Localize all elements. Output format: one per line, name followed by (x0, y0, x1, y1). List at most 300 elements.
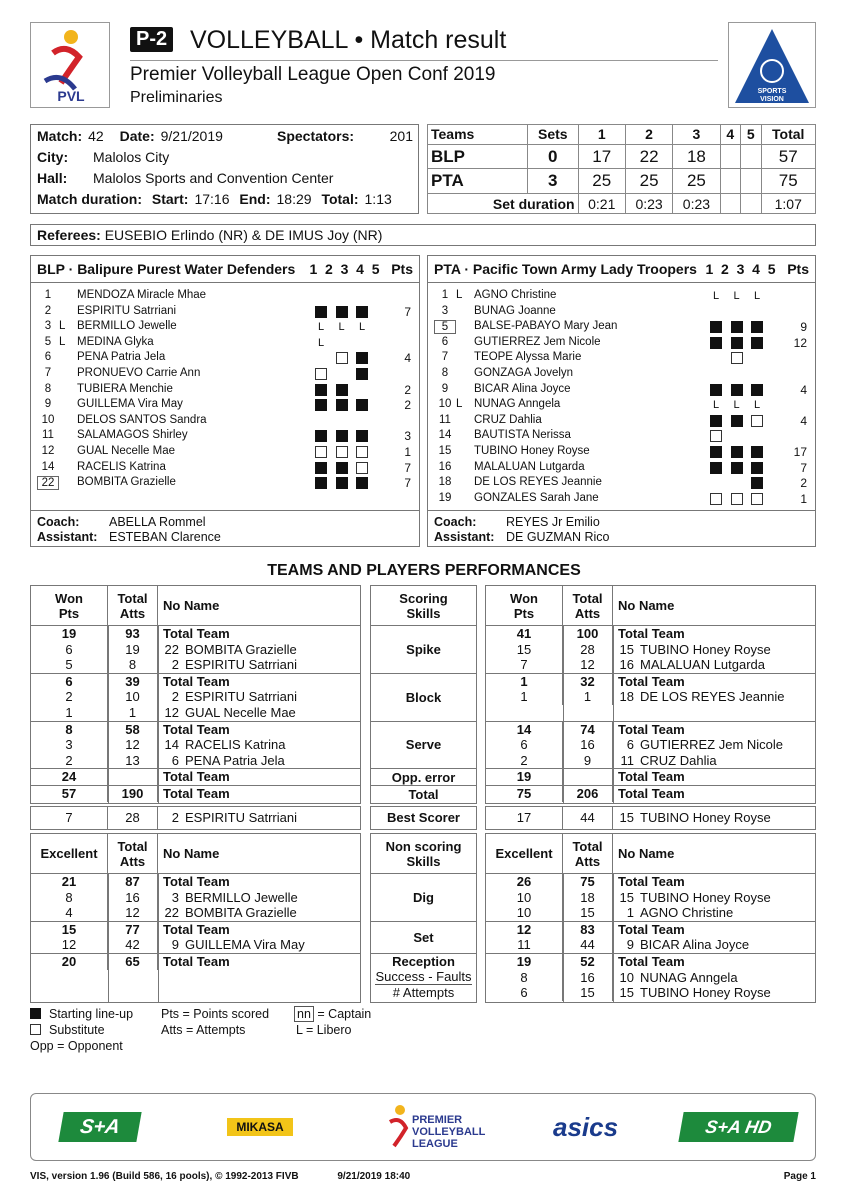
stat-row (486, 954, 815, 970)
player-row (428, 461, 815, 477)
skill-label-group (371, 674, 476, 722)
stat-value: 19 (486, 954, 563, 970)
player-number: 1 (441, 289, 449, 301)
stat-attempts: 42 (108, 937, 158, 953)
svg-text:PVL: PVL (57, 88, 85, 104)
starting-square-icon (751, 321, 763, 333)
stat-value: 2 (31, 689, 108, 705)
player-number: 6 (171, 752, 179, 768)
asics-logo: asics (553, 1112, 619, 1142)
starting-square-icon (315, 462, 327, 474)
stat-attempts: 1 (108, 705, 158, 721)
player-cell (158, 807, 360, 829)
skills-column (370, 833, 477, 1003)
stat-attempts: 8 (108, 657, 158, 673)
svg-text:VISION: VISION (760, 96, 784, 103)
player-cell (158, 737, 360, 753)
stat-row (486, 769, 815, 785)
starting-square-icon (731, 462, 743, 474)
player-row (428, 429, 815, 445)
player-number: 14 (41, 460, 55, 473)
player-name: NUNAG Anngela (640, 969, 738, 985)
col-teams: Teams (428, 125, 528, 145)
match-info (30, 124, 419, 214)
player-number: 3 (441, 304, 449, 317)
column-header: Total Atts (108, 586, 158, 625)
starting-square-icon (751, 337, 763, 349)
skill-group-dig (31, 874, 360, 922)
stat-row (486, 874, 815, 890)
starting-square-icon (336, 462, 348, 474)
player-cell (158, 890, 360, 906)
legend-starting: Starting line-up (49, 1007, 134, 1021)
start-label: Start: (151, 191, 189, 207)
pvl-sponsor-logo: PREMIER VOLLEYBALL LEAGUE (386, 1102, 496, 1156)
stat-attempts: 44 (563, 937, 613, 953)
libero-set-marker: L (317, 336, 325, 349)
player-cell (613, 769, 815, 785)
player-row (31, 476, 419, 492)
roster-header (31, 256, 419, 283)
player-points: 2 (404, 382, 411, 397)
player-name: TUBINO Honey Royse (640, 889, 771, 905)
skill-group-block (486, 674, 815, 722)
skill-group-spike (486, 626, 815, 674)
substitute-square-icon (751, 415, 763, 427)
column-header: Total Atts (563, 834, 613, 873)
skill-label-group (371, 786, 476, 803)
skill-group-total (486, 786, 815, 803)
starting-square-icon (336, 306, 348, 318)
player-name: GUAL Necelle Mae (185, 704, 296, 720)
player-cell (613, 937, 815, 953)
player-name: Total Team (163, 874, 230, 889)
player-name: NUNAG Anngela (474, 398, 561, 411)
stat-row (31, 922, 360, 938)
total-label: Total: (321, 191, 359, 207)
player-points: 7 (404, 304, 411, 319)
player-number: 7 (441, 351, 449, 364)
player-cell (158, 689, 360, 705)
player-name: BOMBITA Grazielle (185, 905, 297, 921)
stat-value: 19 (31, 626, 108, 642)
player-name: MALALUAN Lutgarda (640, 657, 766, 673)
player-name: SALAMAGOS Shirley (77, 429, 188, 442)
stat-attempts: 10 (108, 689, 158, 705)
player-row (31, 367, 419, 383)
skill-label-group (371, 626, 476, 674)
stat-attempts: 16 (563, 970, 613, 986)
player-points: 7 (404, 460, 411, 475)
stat-row (31, 954, 360, 970)
player-cell (158, 937, 360, 953)
stat-attempts: 12 (563, 657, 613, 673)
report-code: P-2 (130, 27, 173, 52)
substitute-square-icon (731, 352, 743, 364)
player-name: Total Team (618, 953, 685, 969)
stat-row (31, 657, 360, 673)
assistant-name: ESTEBAN Clarence (109, 530, 221, 544)
stat-row (486, 689, 815, 705)
player-cell (613, 890, 815, 906)
skill-label-group (371, 874, 476, 922)
stats-header (486, 586, 815, 626)
player-number: 11 (620, 752, 634, 768)
coach-label: Coach: (37, 515, 80, 529)
substitute-square-icon (336, 446, 348, 458)
stat-attempts: 58 (108, 722, 158, 738)
player-number: 3 (44, 320, 52, 333)
player-number: 15 (438, 445, 452, 457)
player-name: TUBINO Honey Royse (474, 445, 590, 457)
player-name: DELOS SANTOS Sandra (77, 413, 207, 426)
player-name: Total Team (163, 921, 230, 937)
libero-marker: L (456, 289, 463, 301)
stat-value: 57 (31, 786, 108, 802)
starting-square-icon (315, 384, 327, 396)
captain-number: 22 (37, 476, 59, 490)
phase: Preliminaries (130, 89, 223, 106)
spectators-count: 201 (389, 128, 413, 144)
stat-attempts: 206 (563, 786, 613, 802)
player-cell (158, 922, 360, 938)
print-timestamp: 9/21/2019 18:40 (337, 1171, 411, 1182)
stats-header (31, 586, 360, 626)
player-number: 11 (439, 413, 451, 426)
skill-group-serve (486, 722, 815, 770)
stat-value: 17 (486, 807, 563, 829)
column-header: Excellent (486, 834, 563, 873)
player-name: ESPIRITU Satrriani (185, 657, 297, 673)
libero-set-marker: L (338, 321, 345, 334)
skill-group-opp-error (486, 769, 815, 786)
stat-value: 6 (486, 985, 563, 1001)
end-label: End: (239, 191, 271, 207)
stat-row (486, 657, 815, 673)
player-points: 1 (404, 445, 411, 459)
player-name: CRUZ Dahlia (640, 752, 717, 768)
starting-square-icon (336, 399, 348, 411)
player-cell (158, 674, 360, 690)
city-label: City: (37, 149, 69, 165)
stat-attempts: 32 (563, 674, 613, 690)
player-name: TEOPE Alyssa Marie (474, 351, 582, 364)
player-number: 10 (438, 398, 452, 411)
player-name: BOMBITA Grazielle (185, 641, 297, 657)
starting-square-icon (356, 368, 368, 380)
coach-name: REYES Jr Emilio (506, 515, 600, 529)
player-row (31, 351, 419, 367)
player-name: MEDINA Glyka (77, 335, 154, 348)
libero-set-marker: L (712, 399, 720, 412)
player-name: Total Team (163, 721, 230, 737)
player-number: 3 (171, 889, 179, 905)
skill-name: Opp. error (391, 769, 456, 785)
column-header: Excellent (31, 834, 108, 873)
player-number: 15 (619, 889, 634, 905)
start-time: 17:16 (194, 191, 230, 207)
legend-libero: L = Libero (296, 1023, 352, 1037)
libero-marker: L (456, 398, 463, 411)
starting-square-icon (731, 337, 743, 349)
stat-attempts: 77 (108, 922, 158, 938)
player-number: 9 (626, 937, 634, 953)
player-row (428, 398, 815, 414)
end-time: 18:29 (276, 191, 312, 207)
stat-attempts: 190 (108, 786, 158, 802)
stat-attempts: 28 (563, 642, 613, 658)
coach-name: ABELLA Rommel (109, 515, 206, 529)
player-name: Total Team (163, 626, 230, 641)
player-row (428, 414, 815, 430)
stat-value: 4 (31, 905, 108, 921)
player-cell (158, 786, 360, 802)
svg-text:SPORTS: SPORTS (757, 88, 787, 95)
player-number: 16 (619, 657, 634, 673)
starting-square-icon (356, 430, 368, 442)
stat-row (31, 689, 360, 705)
stat-attempts: 16 (563, 737, 613, 753)
set-score: 22 (625, 144, 672, 169)
player-name: TUBINO Honey Royse (640, 641, 771, 657)
legend-attempts: Atts = Attempts (161, 1023, 246, 1037)
captain-symbol: nn (294, 1006, 314, 1022)
player-cell (613, 689, 815, 705)
player-points: 9 (800, 320, 807, 335)
skill-group-reception (31, 954, 360, 1002)
set-score: 25 (673, 169, 720, 194)
stat-row (31, 937, 360, 953)
stats-header (31, 834, 360, 874)
skills-header (371, 586, 476, 626)
coach-section (31, 510, 419, 546)
player-name: Total Team (163, 785, 230, 801)
skill-group-opp-error (31, 769, 360, 786)
skills-header (371, 834, 476, 874)
substitute-square-icon (356, 462, 368, 474)
sets-header: 1 2 3 4 5 Pts (309, 261, 413, 277)
starting-square-icon (751, 384, 763, 396)
player-name: BALSE-PABAYO Mary Jean (474, 320, 618, 333)
stat-attempts: 9 (563, 753, 613, 769)
player-name: GONZALES Sarah Jane (474, 491, 599, 504)
referees-label: Referees: (37, 227, 101, 243)
player-row (428, 445, 815, 461)
player-row (31, 305, 419, 321)
sets-won: 3 (528, 169, 579, 194)
stat-value: 21 (31, 874, 108, 890)
stat-value: 75 (486, 786, 563, 802)
stat-attempts: 39 (108, 674, 158, 690)
column-header: Total Atts (108, 834, 158, 873)
stat-row (31, 786, 360, 802)
player-cell (158, 954, 360, 970)
player-points: 7 (800, 460, 807, 475)
best-scorer-left (30, 806, 361, 830)
player-cell (613, 970, 815, 986)
player-number: 15 (619, 810, 634, 825)
match-label: Match: (37, 128, 83, 144)
assistant-label: Assistant: (434, 530, 495, 544)
player-number: 11 (42, 429, 54, 442)
skills-column (370, 585, 477, 804)
stat-attempts: 12 (108, 905, 158, 921)
divider (130, 60, 718, 61)
coach-line (434, 515, 809, 530)
stat-row (31, 626, 360, 642)
coach-line (37, 515, 413, 530)
player-name: Total Team (618, 673, 685, 689)
stat-attempts: 1 (563, 689, 613, 705)
set-duration: 0:21 (578, 194, 625, 214)
player-name: GUAL Necelle Mae (77, 445, 176, 457)
player-number: 15 (619, 641, 634, 657)
player-name: BICAR Alina Joyce (640, 937, 750, 953)
player-number: 12 (41, 445, 55, 457)
player-row (31, 414, 419, 430)
stat-value: 20 (31, 954, 108, 970)
legend-points: Pts = Points scored (161, 1007, 270, 1021)
stat-value: 6 (486, 737, 563, 753)
skills-header-label: Scoring Skills (399, 590, 448, 621)
substitute-square-icon (315, 446, 327, 458)
player-number: 8 (44, 382, 52, 395)
player-name: GUTIERREZ Jem Nicole (640, 737, 784, 753)
sa-hd-logo: S+A HD (678, 1112, 798, 1142)
stats-table-right (485, 585, 816, 804)
player-cell (613, 722, 815, 738)
starting-square-icon (356, 477, 368, 489)
player-number: 18 (438, 476, 452, 489)
player-points: 2 (800, 476, 807, 491)
player-name: MALALUAN Lutgarda (474, 460, 585, 473)
player-name: Total Team (618, 785, 685, 801)
libero-set-marker: L (733, 399, 740, 412)
set-score (720, 144, 740, 169)
stat-row (31, 807, 360, 829)
score-table (427, 124, 816, 214)
starting-square-icon (731, 446, 743, 458)
stat-value: 15 (486, 642, 563, 658)
duration-label: Match duration: (37, 191, 142, 207)
assistant-label: Assistant: (37, 530, 98, 544)
set-score (720, 169, 740, 194)
player-row (428, 367, 815, 383)
stat-attempts: 28 (108, 807, 158, 829)
stat-value: 19 (486, 769, 563, 785)
set-duration (741, 194, 761, 214)
player-number: 6 (441, 335, 449, 348)
player-name: TUBINO Honey Royse (640, 985, 771, 1001)
set-score: 17 (578, 144, 625, 169)
stat-value: 1 (486, 674, 563, 690)
player-row (31, 336, 419, 352)
skill-name: Total (408, 786, 439, 802)
starting-square-icon (356, 352, 368, 364)
skill-name: Dig (413, 889, 434, 905)
player-row (428, 492, 815, 508)
player-name: GUTIERREZ Jem Nicole (474, 335, 601, 348)
stat-value: 1 (31, 705, 108, 721)
starting-square-icon (710, 384, 722, 396)
player-number: 14 (164, 737, 179, 753)
substitute-square-icon (315, 368, 327, 380)
player-name: AGNO Christine (474, 289, 557, 301)
libero-set-marker: L (753, 290, 761, 302)
player-name: DE LOS REYES Jeannie (640, 689, 785, 705)
referees-names: EUSEBIO Erlindo (NR) & DE IMUS Joy (NR) (104, 227, 383, 243)
player-points: 4 (404, 351, 411, 366)
starting-square-icon (356, 306, 368, 318)
player-name: PENA Patria Jela (77, 351, 166, 364)
player-number: 7 (44, 367, 52, 379)
stat-value: 8 (31, 722, 108, 738)
player-name: BERMILLO Jewelle (77, 320, 177, 333)
stat-row (31, 737, 360, 753)
player-points: 1 (800, 491, 807, 506)
skill-group-spike (31, 626, 360, 674)
stat-row (31, 722, 360, 738)
libero-marker: L (59, 335, 66, 348)
starting-square-icon (315, 477, 327, 489)
set-score: 25 (625, 169, 672, 194)
stat-attempts: 75 (563, 874, 613, 890)
player-row (31, 398, 419, 414)
player-number: 14 (438, 429, 452, 442)
stats-table-right (485, 833, 816, 1003)
skill-name: Block (405, 689, 442, 705)
player-number: 9 (44, 398, 52, 411)
best-scorer-label: Best Scorer (370, 806, 477, 830)
stat-row (486, 737, 815, 753)
stat-attempts (563, 769, 613, 785)
stat-row (31, 705, 360, 721)
player-name: Total Team (618, 921, 685, 937)
version-info: VIS, version 1.96 (Build 586, 16 pools), © 1992-2013 FIVB (30, 1171, 299, 1182)
player-name: GUILLEMA Vira May (77, 398, 183, 411)
player-points: 4 (800, 382, 807, 397)
stat-row (486, 626, 815, 642)
player-number: 5 (44, 335, 52, 348)
player-row (428, 305, 815, 321)
stat-attempts: 52 (563, 954, 613, 970)
stat-attempts: 44 (563, 807, 613, 829)
report-title: VOLLEYBALL • Match result (190, 26, 507, 54)
starting-square-icon (751, 462, 763, 474)
player-name: Total Team (618, 769, 685, 785)
player-name: Total Team (163, 953, 230, 969)
skill-label-group (371, 769, 476, 786)
stat-attempts: 65 (108, 954, 158, 970)
sponsor-banner (30, 1093, 816, 1161)
player-number: 2 (171, 689, 179, 705)
player-row (31, 383, 419, 399)
team-score-row (428, 169, 816, 194)
player-points: 17 (793, 445, 807, 459)
libero-set-marker: L (712, 290, 720, 302)
match-date: 9/21/2019 (160, 128, 223, 144)
player-name: AGNO Christine (640, 905, 734, 921)
mikasa-logo: MIKASA (227, 1118, 293, 1136)
coach-section (428, 510, 815, 546)
player-number: 2 (44, 304, 52, 317)
reception-attempts: # Attempts (392, 984, 455, 1000)
sa-logo: S+A (58, 1112, 141, 1142)
skill-group-set (486, 922, 815, 954)
best-scorer-right (485, 806, 816, 830)
player-number: 22 (164, 641, 179, 657)
set-score (741, 144, 761, 169)
